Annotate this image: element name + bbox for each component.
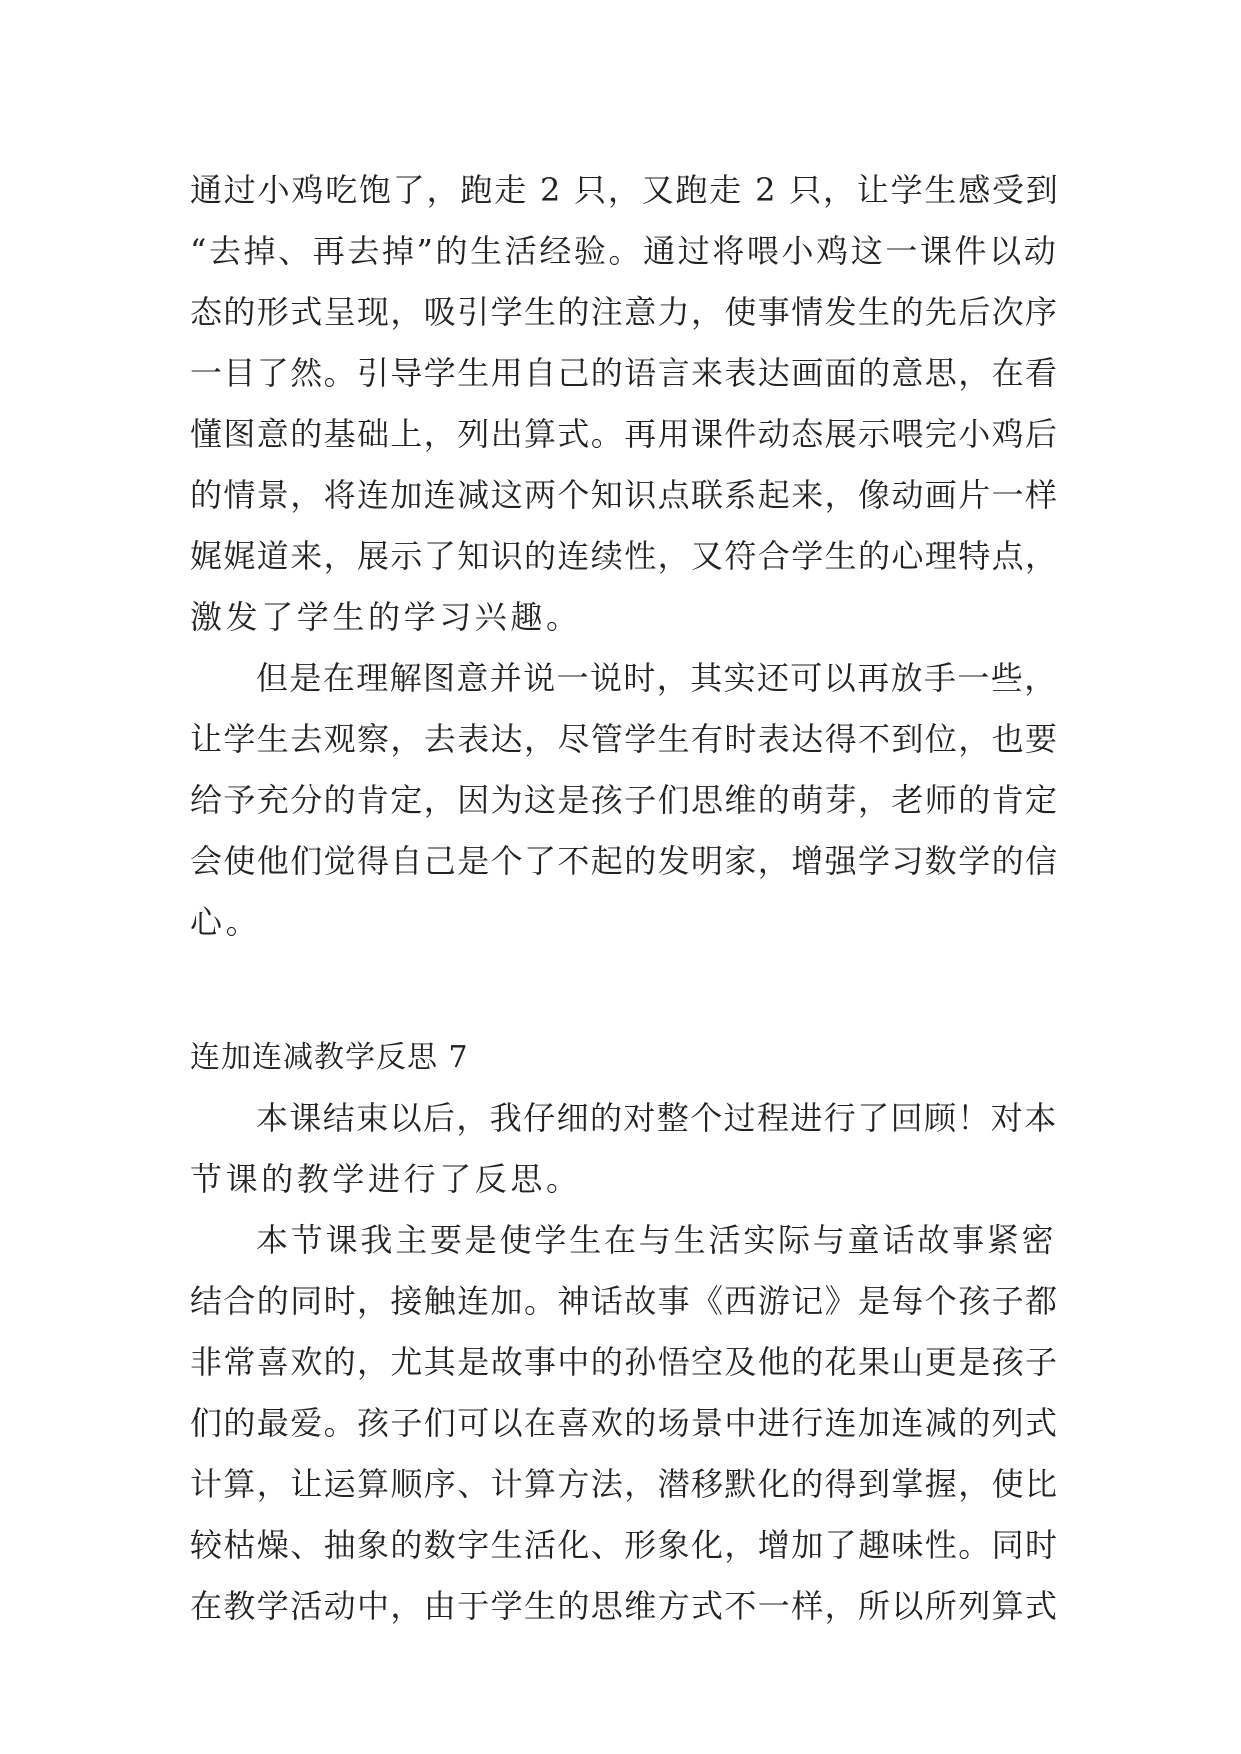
text-line: 态的形式呈现，吸引学生的注意力，使事情发生的先后次序 (190, 293, 1059, 331)
text-line: 计算，让运算顺序、计算方法，潜移默化的得到掌握，使比 (190, 1465, 1059, 1503)
text-line: 会使他们觉得自己是个了不起的发明家，增强学习数学的信 (190, 842, 1059, 880)
document-body (190, 160, 1060, 1637)
paragraph (190, 1088, 1060, 1210)
paragraph (190, 648, 1060, 953)
text-line: 给予充分的肯定，因为这是孩子们思维的萌芽，老师的肯定 (190, 781, 1059, 819)
text-line: 较枯燥、抽象的数字生活化、形象化，增加了趣味性。同时 (190, 1526, 1059, 1564)
paragraph (190, 160, 1060, 648)
text-line: 结合的同时，接触连加。神话故事《西游记》是每个孩子都 (190, 1282, 1059, 1320)
text-line: 的情景，将连加连减这两个知识点联系起来，像动画片一样 (190, 476, 1059, 514)
text-line: 节课的教学进行了反思。 (190, 1160, 582, 1198)
text-line: 一目了然。引导学生用自己的语言来表达画面的意思，在看 (190, 354, 1059, 392)
text-line: 激发了学生的学习兴趣。 (190, 598, 582, 636)
text-line: 本节课我主要是使学生在与生活实际与童话故事紧密 (256, 1221, 1057, 1259)
text-line: 心。 (190, 903, 262, 941)
text-line: 娓娓道来，展示了知识的连续性，又符合学生的心理特点， (190, 537, 1059, 575)
text-line: “去掉、再去掉”的生活经验。通过将喂小鸡这一课件以动 (190, 232, 1059, 270)
text-line: 非常喜欢的，尤其是故事中的孙悟空及他的花果山更是孩子 (190, 1343, 1059, 1381)
text-line: 本课结束以后，我仔细的对整个过程进行了回顾！对本 (256, 1099, 1058, 1137)
text-line: 让学生去观察，去表达，尽管学生有时表达得不到位，也要 (190, 720, 1059, 758)
text-line: 通过小鸡吃饱了，跑走 2 只，又跑走 2 只，让学生感受到 (190, 171, 1060, 209)
section-heading: 连加连减教学反思 7 (190, 1040, 469, 1075)
text-line: 懂图意的基础上，列出算式。再用课件动态展示喂完小鸡后 (190, 415, 1059, 453)
text-line: 们的最爱。孩子们可以在喜欢的场景中进行连加连减的列式 (190, 1404, 1059, 1442)
paragraph (190, 1210, 1060, 1637)
section-spacer (190, 953, 1060, 1027)
text-line: 在教学活动中，由于学生的思维方式不一样，所以所列算式 (190, 1587, 1059, 1625)
text-line: 但是在理解图意并说一说时，其实还可以再放手一些， (256, 659, 1058, 697)
